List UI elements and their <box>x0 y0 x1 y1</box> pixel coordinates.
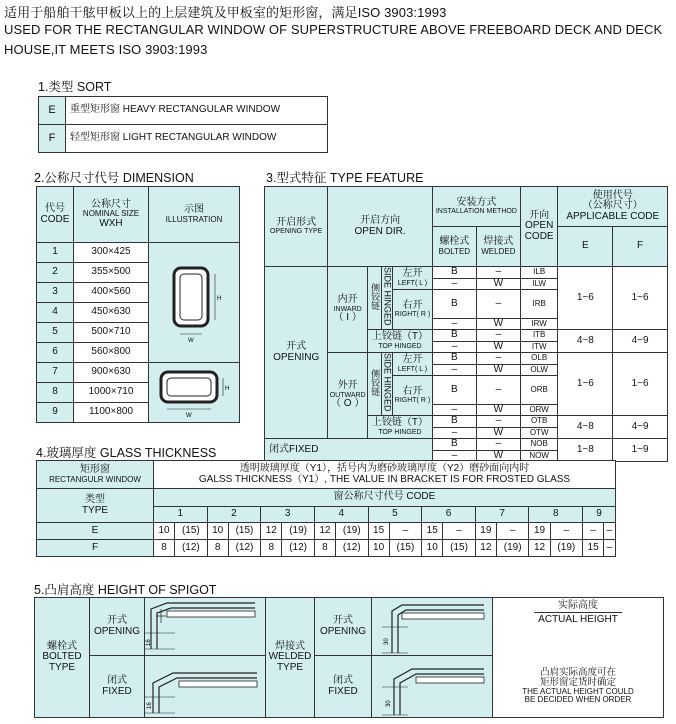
t-code: ORB <box>520 376 558 405</box>
portrait-window-figure <box>149 248 239 358</box>
t-weld: W <box>476 318 520 330</box>
g-thickness: 8 <box>154 540 175 557</box>
t-outward-en: OUTWARD <box>329 391 366 399</box>
t-app-f: 4~9 <box>613 330 668 353</box>
t-h-welded-en: WELDED <box>481 246 516 256</box>
t-code: OLW <box>520 364 558 376</box>
s-bolted-en1: BOLTED <box>42 651 82 663</box>
t-side: 侧铰链 <box>370 368 381 396</box>
t-h-f: F <box>613 227 668 267</box>
sort-desc: 轻型矩形窗 LIGHT RECTANGULAR WINDOW <box>66 125 328 153</box>
t-left: 左开 <box>402 268 423 280</box>
dim-size: 1000×710 <box>74 383 149 403</box>
t-h-dir: 开启方向 <box>360 215 401 226</box>
t-outward-code: （ O ） <box>330 398 365 410</box>
t-h-install-en: INSTALLATION METHOD <box>435 208 517 216</box>
t-opening-en: OPENING <box>273 351 320 363</box>
g-thickness: 8 <box>314 540 335 557</box>
g-type: F <box>37 540 154 557</box>
g-code: 2 <box>207 507 261 523</box>
t-weld: W <box>476 278 520 290</box>
t-h-use2: （公称尺寸） <box>582 200 643 212</box>
header-line-3: HOUSE,IT MEETS ISO 3903:1993 <box>4 42 208 57</box>
t-h-dir-en: OPEN DIR. <box>354 225 406 237</box>
g-code: 3 <box>261 507 315 523</box>
g-thickness: 19 <box>529 523 550 540</box>
dim-h-code: 代号 <box>45 203 65 214</box>
g-thickness: (15) <box>389 540 422 557</box>
dim-size: 400×560 <box>74 283 149 303</box>
dim-code: 4 <box>37 303 74 323</box>
g-thickness: – <box>443 523 476 540</box>
t-bolt: B <box>432 439 476 451</box>
spigot-title: 5.凸肩高度 HEIGHT OF SPIGOT <box>34 583 217 597</box>
dim-h-size-en: NOMINAL SIZE <box>82 209 140 219</box>
welded-fixed-section <box>372 657 490 717</box>
t-weld: W <box>476 341 520 353</box>
t-inward: 内开 <box>337 294 358 306</box>
t-bolt: – <box>432 318 476 330</box>
t-side-en: SIDE HINGED <box>382 353 393 412</box>
g-h-rect: 矩形窗 <box>80 464 110 476</box>
t-left: 左开 <box>402 354 423 366</box>
g-type: E <box>37 523 154 540</box>
dim-code: 9 <box>37 403 74 423</box>
t-h-bolted: 螺栓式 <box>439 236 470 248</box>
g-thickness: (15) <box>228 523 261 540</box>
t-app-e: 1~6 <box>558 267 613 330</box>
g-thickness: 19 <box>475 523 496 540</box>
dim-code: 2 <box>37 263 74 283</box>
dim-fig-portrait <box>149 243 240 363</box>
t-weld: W <box>476 364 520 376</box>
t-weld: W <box>476 427 520 439</box>
fig-h-label: H <box>217 295 222 302</box>
g-thickness: – <box>550 523 583 540</box>
t-app-e: 4~8 <box>558 416 613 439</box>
t-bolt: B <box>432 330 476 342</box>
t-h-welded: 焊接式 <box>483 236 514 248</box>
g-thickness: – <box>583 523 604 540</box>
g-h-code: 窗公称尺寸代号 CODE <box>154 489 616 507</box>
g-note-en: GALSS THICKNESS（Y1）, THE VALUE IN BRACKET IS FOR FROSTED GLASS <box>198 473 571 485</box>
sort-code: F <box>39 125 66 153</box>
dim-size: 1100×800 <box>74 403 149 423</box>
t-weld: – <box>476 353 520 365</box>
g-note-cn: 透明玻璃厚度（Y1），括号内为磨砂玻璃厚度（Y2）磨砂面向内时 <box>239 463 530 474</box>
s-fixed: 闭式 <box>333 675 353 686</box>
t-h-form-en: OPENING TYPE <box>269 228 323 236</box>
t-bolt: B <box>432 353 476 365</box>
g-thickness: 8 <box>261 540 282 557</box>
t-top: 上铰链（T） <box>371 417 428 429</box>
t-weld: W <box>476 450 520 462</box>
g-thickness: 12 <box>314 523 335 540</box>
g-thickness: (12) <box>335 540 368 557</box>
g-thickness: – <box>604 523 616 540</box>
s-bolted: 螺栓式 <box>47 640 77 652</box>
t-right: 右开 <box>402 299 423 311</box>
g-code: 1 <box>154 507 208 523</box>
dim-code: 5 <box>37 323 74 343</box>
dim-size: 300×425 <box>74 243 149 263</box>
t-bolt: – <box>432 341 476 353</box>
s-note1: 凸肩实际高度可在 <box>539 666 616 678</box>
g-thickness: 10 <box>368 540 389 557</box>
t-fixed: 闭式FIXED <box>265 439 433 462</box>
g-thickness: – <box>496 523 529 540</box>
s-open: 开式 <box>107 615 127 626</box>
g-code: 9 <box>583 507 616 523</box>
dim-h-code-en: CODE <box>40 213 70 225</box>
s-actual: 实际高度 <box>558 600 598 611</box>
t-left-en: LEFT( L ) <box>397 365 428 373</box>
dim-size: 355×500 <box>74 263 149 283</box>
t-code: IRB <box>520 290 558 319</box>
t-app-e: 4~8 <box>558 330 613 353</box>
dim-size: 500×710 <box>74 323 149 343</box>
dim-h-size-wh: WXH <box>99 217 123 229</box>
s-open: 开式 <box>333 615 353 626</box>
dim-size: 900×630 <box>74 363 149 383</box>
dim-16: 16 <box>146 638 152 646</box>
g-h-type-en: TYPE <box>81 504 109 516</box>
g-thickness: (12) <box>175 540 208 557</box>
dim-code: 7 <box>37 363 74 383</box>
t-code: ITW <box>520 341 558 353</box>
t-inward-code: （ I ） <box>333 312 362 324</box>
t-h-open-en2: CODE <box>524 230 554 242</box>
t-code: ILW <box>520 278 558 290</box>
g-thickness: (12) <box>282 540 315 557</box>
t-weld: – <box>476 416 520 428</box>
header-line-2: USED FOR THE RECTANGULAR WINDOW OF SUPERSTRUCTURE ABOVE FREEBOARD DECK AND DECK <box>4 22 663 37</box>
g-thickness: (19) <box>496 540 529 557</box>
dimension-title: 2.公称尺寸代号 DIMENSION <box>34 171 194 185</box>
dim-h-size: 公称尺寸 <box>91 198 131 210</box>
g-thickness: (19) <box>550 540 583 557</box>
dim-16: 16 <box>147 701 153 709</box>
t-top: 上铰链（T） <box>371 331 428 343</box>
t-right-en: RIGHT( R ) <box>394 397 431 405</box>
s-actual-en: ACTUAL HEIGHT <box>534 612 622 626</box>
t-bolt: B <box>432 376 476 405</box>
t-opening: 开式 <box>286 341 307 353</box>
dim-code: 3 <box>37 283 74 303</box>
s-welded: 焊接式 <box>275 640 305 652</box>
t-app-e: 1~8 <box>558 439 613 462</box>
dim-size: 560×800 <box>74 343 149 363</box>
s-bolted-en2: TYPE <box>48 661 76 673</box>
g-thickness: 10 <box>422 540 443 557</box>
g-thickness: 12 <box>475 540 496 557</box>
t-bolt: B <box>432 416 476 428</box>
t-h-open-en1: OPEN <box>524 220 554 232</box>
s-open-en: OPENING <box>93 625 141 637</box>
g-thickness: – <box>389 523 422 540</box>
dim-h-ill: 示图 <box>184 204 204 216</box>
g-thickness: 10 <box>207 523 228 540</box>
glass-table <box>36 460 616 557</box>
s-fixed: 闭式 <box>107 675 127 686</box>
t-app-f: 1~9 <box>613 439 668 462</box>
t-weld: W <box>476 404 520 416</box>
sort-desc: 重型矩形窗 HEAVY RECTANGULAR WINDOW <box>66 97 328 125</box>
t-app-f: 1~6 <box>613 267 668 330</box>
g-thickness: (12) <box>228 540 261 557</box>
g-code: 4 <box>314 507 368 523</box>
sort-title: 1.类型 SORT <box>38 80 112 94</box>
t-code: IRW <box>520 318 558 330</box>
t-code: ILB <box>520 267 558 279</box>
dim-30: 30 <box>384 637 390 645</box>
g-thickness: 15 <box>422 523 443 540</box>
g-code: 7 <box>475 507 529 523</box>
g-code: 8 <box>529 507 583 523</box>
t-code: NOW <box>520 450 558 462</box>
t-app-e: 1~6 <box>558 353 613 416</box>
t-code: NOB <box>520 439 558 451</box>
t-right-en: RIGHT( R ) <box>394 311 431 319</box>
type-title: 3.型式特征 TYPE FEATURE <box>266 171 424 185</box>
s-welded-en2: TYPE <box>276 661 304 673</box>
t-code: ITB <box>520 330 558 342</box>
glass-title: 4.玻璃厚度 GLASS THICKNESS <box>36 446 217 460</box>
t-weld: – <box>476 439 520 451</box>
t-weld: – <box>476 330 520 342</box>
landscape-window-figure <box>149 364 239 422</box>
dim-code: 8 <box>37 383 74 403</box>
t-left-en: LEFT( L ) <box>397 279 428 287</box>
dimension-table <box>36 186 240 423</box>
t-bolt: – <box>432 278 476 290</box>
t-bolt: B <box>432 290 476 319</box>
g-thickness: (19) <box>282 523 315 540</box>
t-code: OLB <box>520 353 558 365</box>
g-thickness: 15 <box>583 540 604 557</box>
g-h-type: 类型 <box>85 494 105 505</box>
t-code: ORW <box>520 404 558 416</box>
t-h-use: 使用代号 <box>592 189 633 201</box>
g-h-rect-en: RECTANGULR WINDOW <box>49 474 141 484</box>
dim-fig-landscape <box>149 363 240 423</box>
t-weld: – <box>476 267 520 279</box>
dim-30: 30 <box>386 699 392 707</box>
g-thickness: 8 <box>207 540 228 557</box>
t-top-en: TOP HINGED <box>378 428 422 436</box>
bolted-fixed-section <box>145 657 263 717</box>
dim-code: 1 <box>37 243 74 263</box>
header-line-1: 适用于船舶干舷甲板以上的上层建筑及甲板室的矩形窗，满足ISO 3903:1993 <box>4 5 447 20</box>
g-thickness: 12 <box>529 540 550 557</box>
t-outward: 外开 <box>337 380 358 392</box>
g-thickness: (15) <box>175 523 208 540</box>
s-welded-en1: WELDED <box>268 651 312 663</box>
welded-opening-section <box>372 599 490 655</box>
g-thickness: (19) <box>335 523 368 540</box>
g-code: 6 <box>422 507 476 523</box>
t-code: OTB <box>520 416 558 428</box>
t-inward-en: INWARD <box>333 305 362 313</box>
type-table <box>264 186 668 462</box>
t-app-f: 4~9 <box>613 416 668 439</box>
s-fixed-en: FIXED <box>328 685 358 697</box>
sort-code: E <box>39 97 66 125</box>
t-side: 侧铰链 <box>370 282 381 310</box>
g-thickness: 12 <box>261 523 282 540</box>
s-note-en1: THE ACTUAL HEIGHT COULD <box>522 686 634 696</box>
t-h-install: 安装方式 <box>456 196 497 208</box>
t-weld: – <box>476 376 520 405</box>
g-thickness: 10 <box>154 523 175 540</box>
dim-code: 6 <box>37 343 74 363</box>
dim-size: 450×630 <box>74 303 149 323</box>
t-h-open: 开向 <box>529 209 550 221</box>
fig-w-label: W <box>186 412 192 419</box>
s-note2: 矩形窗定货时确定 <box>539 676 616 688</box>
t-h-form: 开启形式 <box>276 216 317 228</box>
g-thickness: (15) <box>443 540 476 557</box>
g-thickness: 15 <box>368 523 389 540</box>
t-h-use-en: APPLICABLE CODE <box>566 210 660 222</box>
t-code: OTW <box>520 427 558 439</box>
fig-h-label: H <box>225 385 230 392</box>
t-bolt: – <box>432 427 476 439</box>
t-bolt: – <box>432 450 476 462</box>
t-h-bolted-en: BOLTED <box>438 246 471 256</box>
t-app-f: 1~6 <box>613 353 668 416</box>
sort-table <box>38 96 328 153</box>
t-bolt: – <box>432 404 476 416</box>
t-h-e: E <box>558 227 613 267</box>
t-right: 右开 <box>402 385 423 397</box>
s-fixed-en: FIXED <box>102 685 132 697</box>
t-bolt: B <box>432 267 476 279</box>
t-bolt: – <box>432 364 476 376</box>
t-weld: – <box>476 290 520 319</box>
s-note-en2: BE DECIDED WHEN ORDER <box>524 695 632 705</box>
g-code: 5 <box>368 507 422 523</box>
bolted-opening-section <box>145 599 263 655</box>
dim-h-ill-en: ILLUSTRATION <box>165 214 223 224</box>
t-top-en: TOP HINGED <box>378 342 422 350</box>
t-side-en: SIDE HINGED <box>382 267 393 326</box>
fig-w-label: W <box>188 337 194 344</box>
s-open-en: OPENING <box>319 625 367 637</box>
g-thickness: – <box>604 540 616 557</box>
spigot-table <box>34 597 664 718</box>
